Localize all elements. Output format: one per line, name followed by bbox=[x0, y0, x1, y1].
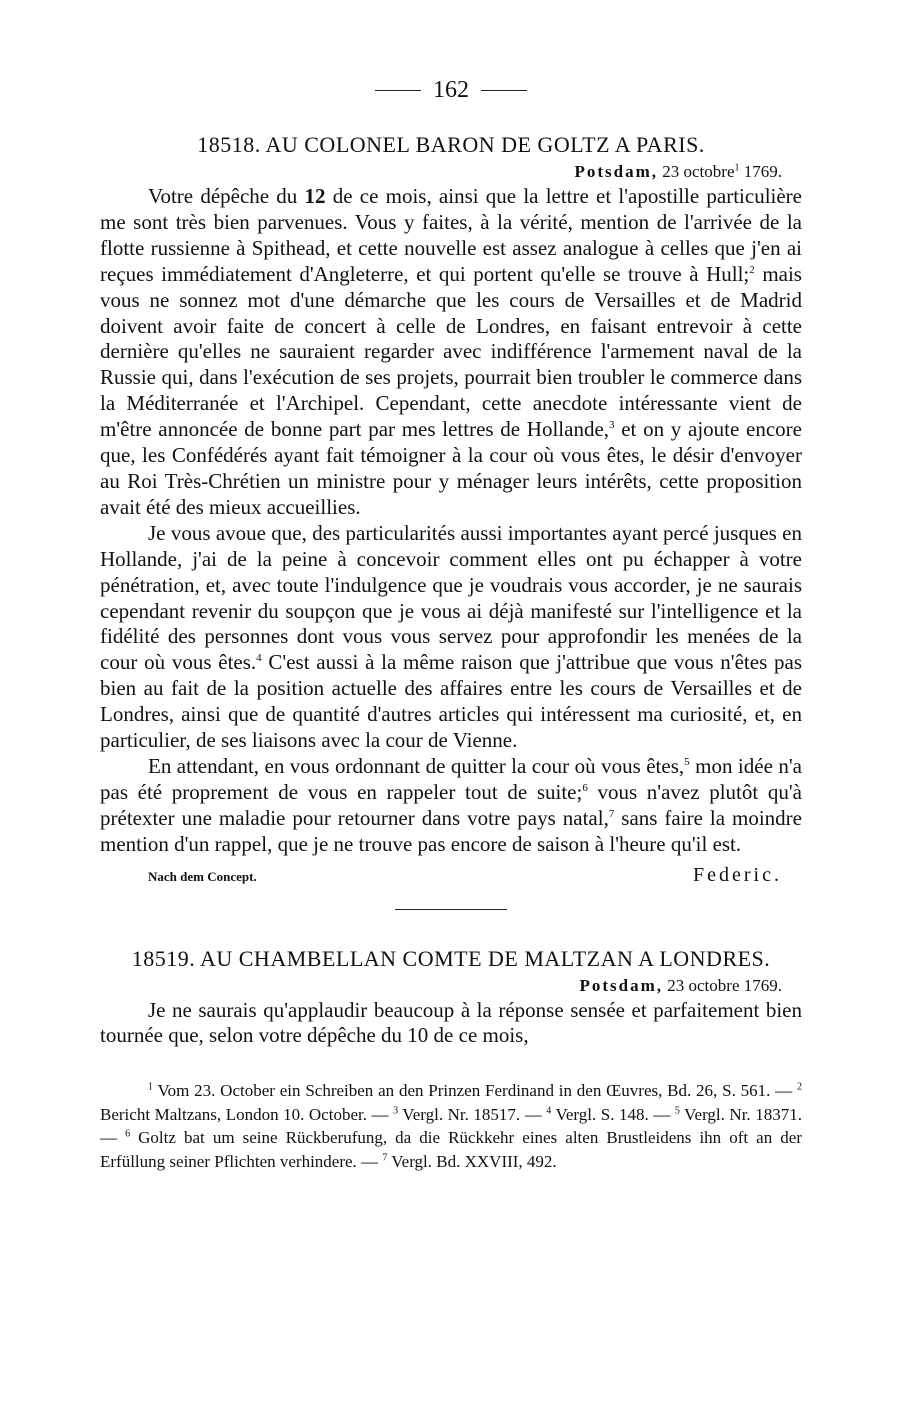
footnote-block bbox=[100, 1079, 802, 1173]
footnote-ref: 4 bbox=[546, 1105, 552, 1117]
footnote-ref: 2 bbox=[749, 263, 755, 276]
text-run: Votre dépêche du bbox=[148, 184, 305, 208]
text-run: C'est aussi à la même raison que j'attribue que vous n'êtes pas bien au fait de la position actuelle des affaires entre les cours de Versailles et de Londres, ainsi que de quantité d'autres articles qui intéressent ma curiosité, et, en particulier, de ses liaisons avec la cour de Vienne. bbox=[100, 650, 802, 753]
letter-date: 23 octobre bbox=[662, 162, 735, 181]
header-rule-left bbox=[375, 90, 421, 91]
letter-closing bbox=[100, 864, 802, 887]
letter-year: 1769. bbox=[743, 162, 782, 181]
text-run: vous n'avez plutôt qu'à prétexter une maladie pour retourner dans votre pays natal, bbox=[100, 779, 802, 830]
text-run: et on y ajoute encore que, les Confédérés ayant fait témoigner à la cour où vous êtes, le désir d'envoyer au Roi Très-Chrétien un ministre pour y ménager leurs intérêts, cette proposition avait été des mieux accueillies. bbox=[100, 417, 802, 519]
letter-title: AU CHAMBELLAN COMTE DE MALTZAN A LONDRES. bbox=[199, 945, 771, 971]
letter-dateline bbox=[100, 974, 802, 998]
footnote-ref: 7 bbox=[608, 807, 615, 820]
text-run: Je ne saurais qu'applaudir beaucoup à la réponse sensée et parfaitement bien tournée que, selon votre dépêche du 10 de ce mois, bbox=[100, 997, 802, 1048]
footnote-ref: 1 bbox=[148, 1081, 153, 1093]
text-run: sans faire la moindre mention d'un rappel, que je ne trouve pas encore de saison à l'heure qu'il est. bbox=[100, 805, 802, 856]
text-run: Vergl. Nr. 18517. — bbox=[398, 1104, 547, 1124]
letter-title: AU COLONEL BARON DE GOLTZ A PARIS. bbox=[265, 132, 705, 157]
footnote-ref: 3 bbox=[393, 1105, 399, 1117]
text-run: Goltz bat um seine Rückberufung, da die Rückkehr eines alten Brustleidens ihn oft an der Erfüllung seiner Pflichten verhindere. — bbox=[100, 1128, 803, 1171]
footnote-ref: 6 bbox=[582, 781, 588, 794]
letter-18518 bbox=[100, 130, 802, 887]
text-run: Vergl. Nr. 18371. — bbox=[100, 1104, 802, 1148]
source-note: Nach dem Concept. bbox=[148, 868, 257, 884]
paragraph bbox=[100, 184, 802, 521]
page-header bbox=[100, 70, 802, 110]
footnote-ref: 7 bbox=[382, 1152, 388, 1164]
text-run: En attendant, en vous ordonnant de quitter la cour où vous êtes, bbox=[148, 753, 685, 778]
letter-18519 bbox=[100, 944, 802, 1050]
footnote-ref: 3 bbox=[609, 419, 615, 432]
letter-heading bbox=[100, 130, 802, 160]
page-number: 162 bbox=[433, 76, 469, 103]
text-run: Bericht Maltzans, London 10. October. — bbox=[100, 1104, 394, 1124]
letter-place: Potsdam, bbox=[574, 162, 659, 181]
letter-place: Potsdam, bbox=[579, 975, 664, 995]
emphasis-text: 12 bbox=[304, 184, 326, 208]
text-run: Vergl. S. 148. — bbox=[551, 1104, 675, 1124]
footnote-ref: 6 bbox=[125, 1128, 131, 1140]
date-footnote-ref: 1 bbox=[734, 162, 740, 174]
paragraph bbox=[100, 998, 802, 1050]
footnote-ref: 5 bbox=[674, 1105, 680, 1117]
letter-year: 1769. bbox=[743, 975, 782, 995]
footnote-ref: 4 bbox=[256, 652, 262, 665]
document-page bbox=[100, 70, 802, 1173]
footnotes bbox=[100, 1079, 802, 1173]
letter-date: 23 octobre bbox=[667, 975, 740, 995]
paragraph bbox=[100, 521, 802, 754]
section-divider bbox=[395, 909, 507, 910]
footnote-ref: 2 bbox=[797, 1081, 802, 1093]
footnote-ref: 5 bbox=[684, 755, 690, 768]
header-rule-right bbox=[481, 90, 527, 91]
text-run: Je vous avoue que, des particularités aussi importantes ayant percé jusques en Hollande, j'ai de la peine à concevoir comment elles ont pu échapper à votre pénétration, et, avec toute l'indulgence que je voudrais vous accorder, je ne saurais cependant revenir du soupçon que je vous ai déjà manifesté sur l'intelligence et la fidélité des personnes dont vous vous servez pour approfondir les menées de la cour où vous êtes. bbox=[100, 520, 802, 675]
letter-heading bbox=[100, 944, 802, 974]
letter-body bbox=[100, 184, 802, 858]
paragraph bbox=[100, 754, 802, 858]
signature: Federic. bbox=[693, 863, 782, 886]
text-run: de ce mois, ainsi que la lettre et l'apostille particulière me sont très bien parvenues. Vous y faites, à la vérité, mention de l'arrivée de la flotte russienne à Spithead, et cette nouvelle est assez analogue à celles que j'en ai reçues immédiatement d'Angleterre, et qui portent qu'elle se trouve à Hull; bbox=[100, 184, 802, 286]
text-run: Vom 23. October ein Schreiben an den Prinzen Ferdinand in den Œuvres, Bd. 26, S. 561. — bbox=[153, 1081, 797, 1101]
letter-number: 18518. bbox=[197, 132, 261, 157]
letter-dateline bbox=[100, 160, 802, 184]
letter-number: 18519. bbox=[131, 945, 196, 971]
text-run: mon idée n'a pas été proprement de vous en rappeler tout de suite; bbox=[100, 753, 802, 804]
letter-body bbox=[100, 998, 802, 1050]
text-run: Vergl. Bd. XXVIII, 492. bbox=[387, 1151, 557, 1171]
text-run: mais vous ne sonnez mot d'une démarche que les cours de Versailles et de Madrid doivent avoir faite de concert à celle de Londres, en faisant entrevoir à cette dernière qu'elles ne sauraient regarder avec indifférence l'armement naval de la Russie qui, dans l'exécution de ses projets, pourrait bien troubler le commerce dans la Méditerranée et l'Archipel. Cependant, cette anecdote intéressante vient de m'être annoncée de bonne part par mes lettres de Hollande, bbox=[100, 261, 802, 442]
